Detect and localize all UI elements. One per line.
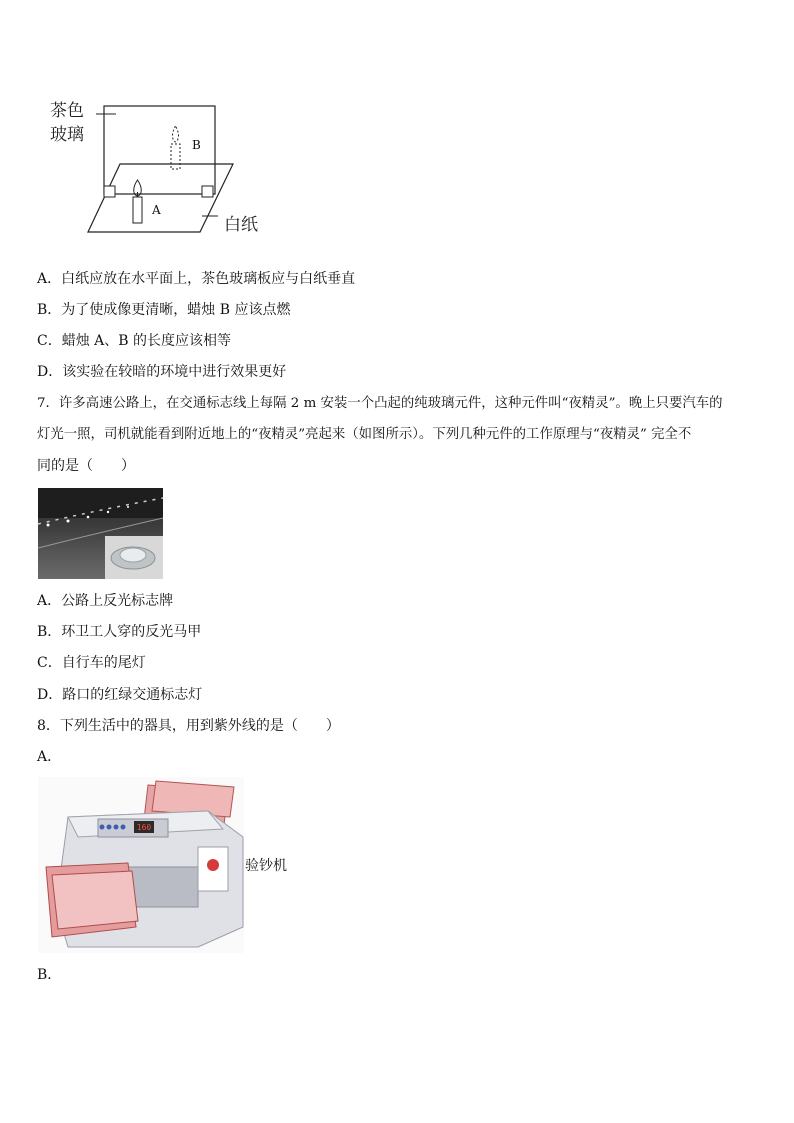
q6-option-c: C．蜡烛 A、B 的长度应该相等 [37,333,232,349]
q6-option-b: B．为了使成像更清晰，蜡烛 B 应该点燃 [37,302,291,318]
q7-option-c: C．自行车的尾灯 [37,655,146,671]
glass-label-line1: 茶色 [50,101,84,121]
q8-option-b: B． [37,967,62,983]
paper-label: 白纸 [224,215,258,235]
candle-a-label: A [152,203,161,217]
money-counter-caption: 验钞机 [245,858,287,874]
q7-option-b: B．环卫工人穿的反光马甲 [37,624,202,640]
q8-option-a: A． [37,749,62,765]
road-reflector-image [38,488,163,579]
q7-stem-line1: 7．许多高速公路上，在交通标志线上每隔 2 m 安装一个凸起的纯玻璃元件，这种元件叫“夜精灵”。晚上只要汽车的 [37,396,723,411]
candle-b-label: B [192,138,201,152]
q7-stem-line3: 同的是（ ） [37,458,135,474]
q6-option-a: A．白纸应放在水平面上，茶色玻璃板应与白纸垂直 [37,271,356,287]
q7-stem-line2: 灯光一照，司机就能看到附近地上的“夜精灵”亮起来（如图所示）。下列几种元件的工作原理与“夜精灵” 完全不 [37,427,692,442]
money-counter-image [38,777,244,953]
mirror-experiment-figure [40,92,280,242]
glass-label-line2: 玻璃 [50,125,84,145]
night-road-photo [38,488,163,579]
q6-option-d: D．该实验在较暗的环境中进行效果更好 [37,364,287,380]
q7-option-a: A．公路上反光标志牌 [37,593,174,609]
q8-stem: 8．下列生活中的器具，用到紫外线的是（ ） [37,718,340,734]
q7-option-d: D．路口的红绿交通标志灯 [37,687,203,703]
counter-display: 160 [136,823,152,832]
money-counter-photo [38,777,244,953]
